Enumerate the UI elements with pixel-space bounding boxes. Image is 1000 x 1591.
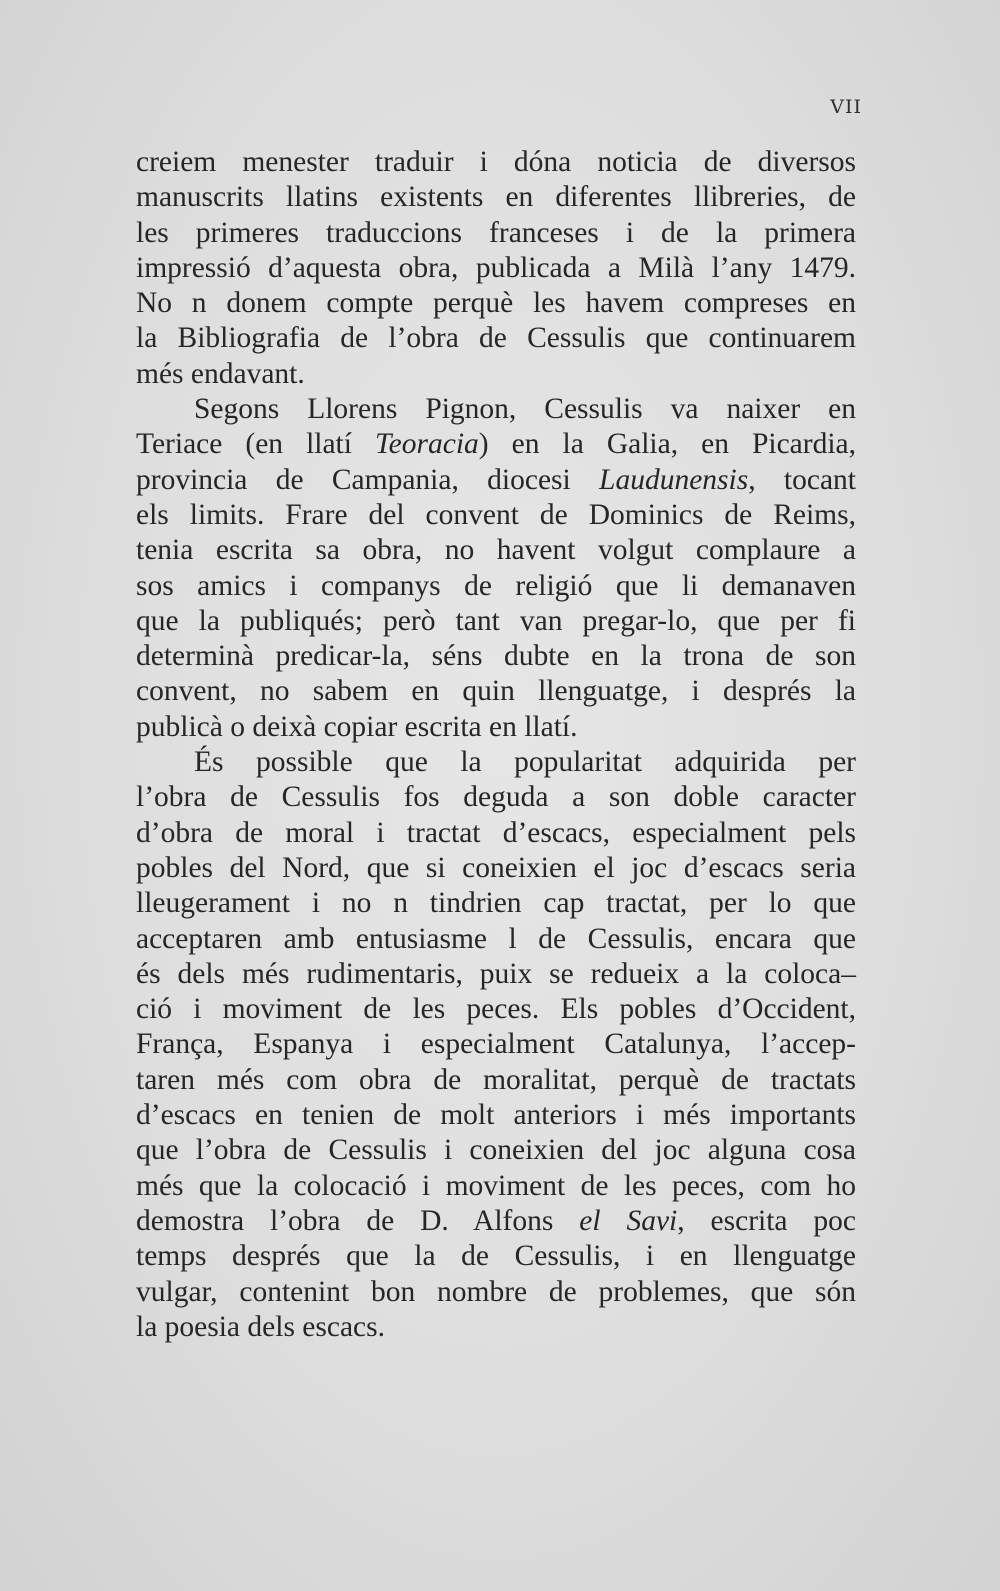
text-line: les primeres traduccions franceses i de la primera bbox=[136, 216, 856, 249]
text-line: els limits. Frare del convent de Dominics de Reims, bbox=[136, 498, 856, 531]
text-line: demostra l’obra de D. Alfons el Savi, escrita poc bbox=[136, 1204, 856, 1237]
text-line: vulgar, contenint bon nombre de problemes, que són bbox=[136, 1275, 856, 1308]
text-line: d’escacs en tenien de molt anteriors i més importants bbox=[136, 1099, 856, 1132]
text-line: més endavant. bbox=[136, 357, 305, 390]
text-line: manuscrits llatins existents en diferentes llibreries, de bbox=[136, 181, 856, 214]
text-line: temps després que la de Cessulis, i en llenguatge bbox=[136, 1240, 856, 1273]
text-line: la poesia dels escacs. bbox=[136, 1310, 386, 1343]
text-line: ció i moviment de les peces. Els pobles d’Occident, bbox=[136, 993, 856, 1026]
text-line: taren més com obra de moralitat, perquè de tractats bbox=[136, 1063, 856, 1096]
text-line: convent, no sabem en quin llenguatge, i després la bbox=[136, 675, 856, 708]
paragraph bbox=[136, 745, 856, 1345]
text-line: pobles del Nord, que si coneixien el joc d’escacs seria bbox=[136, 851, 856, 884]
text-line: Segons Llorens Pignon, Cessulis va naixer en bbox=[194, 393, 856, 426]
text-line: més que la colocació i moviment de les peces, com ho bbox=[136, 1169, 856, 1202]
text-line: acceptaren amb entusiasme l de Cessulis, encara que bbox=[136, 922, 856, 955]
text-line: és dels més rudimentaris, puix se redueix a la coloca– bbox=[136, 957, 856, 990]
page-number: VII bbox=[830, 96, 862, 118]
text-line: determinà predicar-la, séns dubte en la trona de son bbox=[136, 640, 856, 673]
text-line: sos amics i companys de religió que li demanaven bbox=[136, 569, 856, 602]
text-line: publicà o deixà copiar escrita en llatí. bbox=[136, 710, 578, 743]
text-line: França, Espanya i especialment Catalunya, l’accep- bbox=[136, 1028, 856, 1061]
text-line: Teriace (en llatí Teoracia) en la Galia, en Picardia, bbox=[136, 428, 857, 461]
text-line: que la publiqués; però tant van pregar-lo, que per fi bbox=[136, 604, 856, 637]
text-line: No n donem compte perquè les havem compreses en bbox=[136, 287, 856, 320]
text-line: És possible que la popularitat adquirida per bbox=[194, 746, 856, 779]
text-line: tenia escrita sa obra, no havent volgut complaure a bbox=[136, 534, 856, 567]
text-line: provincia de Campania, diocesi Laudunensis, tocant bbox=[136, 463, 856, 496]
text-line: la Bibliografia de l’obra de Cessulis que continuarem bbox=[136, 322, 856, 355]
text-line: lleugerament i no n tindrien cap tractat, per lo que bbox=[136, 887, 856, 920]
text-line: l’obra de Cessulis fos deguda a son doble caracter bbox=[136, 781, 856, 814]
paragraph bbox=[136, 145, 856, 392]
text-line: d’obra de moral i tractat d’escacs, especialment pels bbox=[136, 816, 856, 849]
paragraph bbox=[136, 392, 856, 745]
body-text bbox=[136, 145, 856, 1345]
text-line: que l’obra de Cessulis i coneixien del joc alguna cosa bbox=[136, 1134, 856, 1167]
text-line: impressió d’aquesta obra, publicada a Milà l’any 1479. bbox=[136, 251, 856, 284]
text-line: creiem menester traduir i dóna noticia de diversos bbox=[136, 146, 856, 178]
